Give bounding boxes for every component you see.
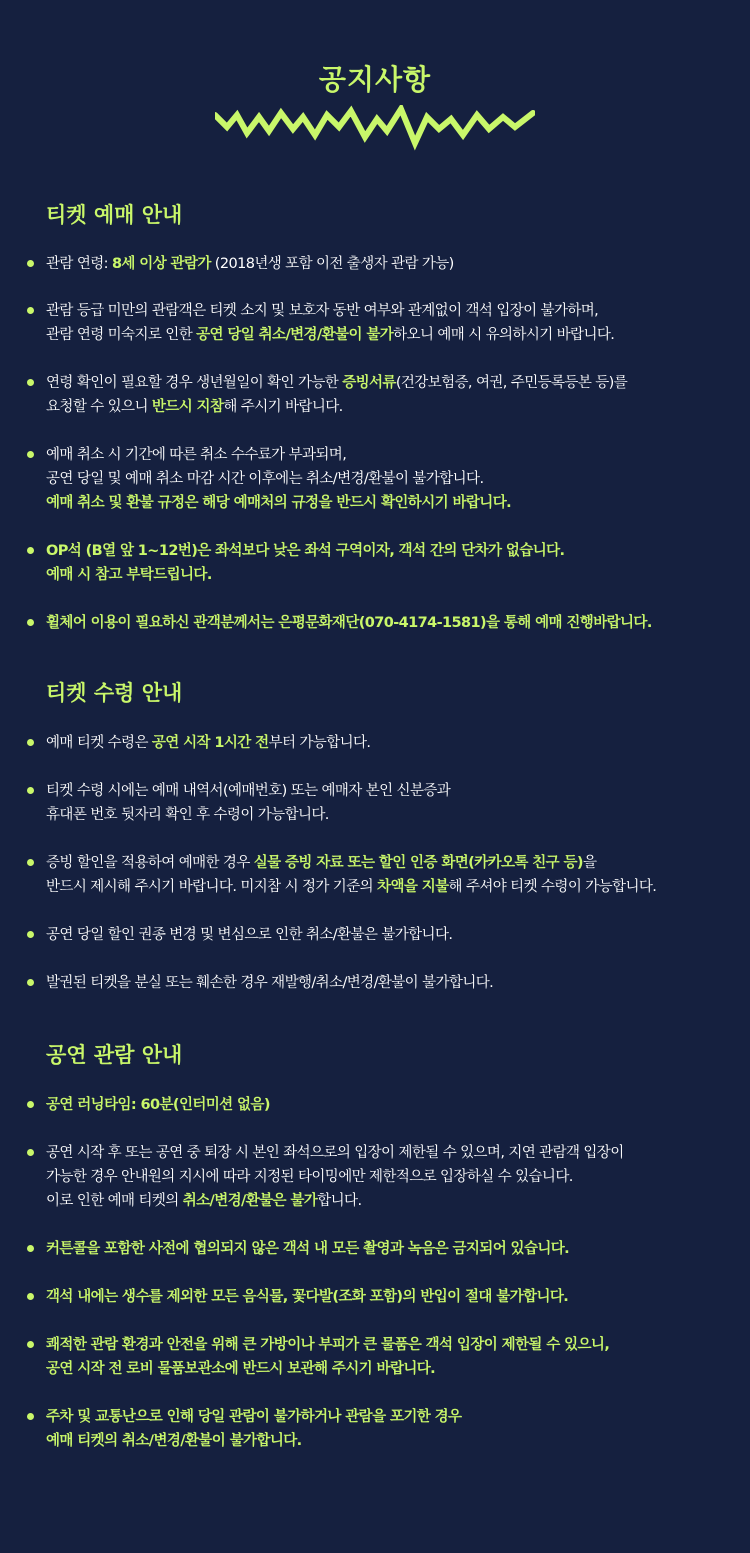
text-segment: 공연 시작 후 또는 공연 중 퇴장 시 본인 좌석으로의 입장이 제한될 수 있으며, 지연 관람객 입장이	[46, 1145, 624, 1161]
list-item	[0, 371, 750, 419]
item-line	[46, 1357, 750, 1381]
item-line	[46, 1165, 750, 1189]
bullet-icon	[27, 859, 34, 866]
item-line	[46, 731, 750, 755]
text-segment: 합니다.	[317, 1193, 362, 1209]
item-line	[46, 299, 750, 323]
item-line	[46, 252, 750, 276]
text-segment: (건강보험증, 여권, 주민등록등본 등)를	[395, 375, 628, 391]
section-title: 공연 관람 안내	[46, 1043, 183, 1067]
item-line	[46, 323, 750, 347]
text-segment: 해 주시기 바랍니다.	[223, 399, 343, 415]
section-ticket-booking	[0, 200, 750, 230]
item-line	[46, 611, 750, 635]
list-item	[0, 1141, 750, 1213]
bullet-icon	[27, 1413, 34, 1420]
section-ticket-pickup	[0, 678, 750, 708]
item-line	[46, 779, 750, 803]
zigzag-divider-icon	[215, 105, 535, 155]
text-segment: 증빙 할인을 적용하여 예매한 경우	[46, 855, 254, 871]
section-title: 티켓 수령 안내	[46, 681, 183, 705]
list-item	[0, 1285, 750, 1309]
highlighted-text: 공연 시작 전 로비 물품보관소에 반드시 보관해 주시기 바랍니다.	[46, 1361, 436, 1377]
bullet-icon	[27, 1149, 34, 1156]
item-line	[46, 539, 750, 563]
highlighted-text: 8세 이상 관람가	[111, 256, 211, 272]
bullet-icon	[27, 1101, 34, 1108]
text-segment: 요청할 수 있으니	[46, 399, 152, 415]
text-segment: 해 주셔야 티켓 수령이 가능합니다.	[448, 879, 657, 895]
item-line	[46, 1141, 750, 1165]
bullet-icon	[27, 1245, 34, 1252]
text-segment: 가능한 경우 안내원의 지시에 따라 지정된 타이밍에만 제한적으로 입장하실 수 있습니다.	[46, 1169, 573, 1185]
text-segment: 관람 등급 미만의 관람객은 티켓 소지 및 보호자 동반 여부와 관계없이 객석 입장이 불가하며,	[46, 303, 599, 319]
bullet-icon	[27, 1341, 34, 1348]
text-segment: 연령 확인이 필요할 경우 생년월일이 확인 가능한	[46, 375, 343, 391]
highlighted-text: 차액을 지불	[377, 879, 449, 895]
text-segment: 공연 당일 및 예매 취소 마감 시간 이후에는 취소/변경/환불이 불가합니다.	[46, 471, 484, 487]
text-segment: 관람 연령 미숙지로 인한	[46, 327, 197, 343]
list-item	[0, 299, 750, 347]
item-line	[46, 1189, 750, 1213]
highlighted-text: 실물 증빙 자료 또는 할인 인증 화면(카카오톡 친구 등)	[253, 855, 583, 871]
highlighted-text: 공연 러닝타임: 60분(인터미션 없음)	[46, 1097, 270, 1113]
list-item	[0, 779, 750, 827]
item-line	[46, 467, 750, 491]
bullet-icon	[27, 619, 34, 626]
text-segment: 을	[582, 855, 597, 871]
highlighted-text: 예매 취소 및 환불 규정은 해당 예매처의 규정을 반드시 확인하시기 바랍니다.	[46, 495, 512, 511]
list-item	[0, 1237, 750, 1261]
list-item	[0, 611, 750, 635]
text-segment: 하오니 예매 시 유의하시기 바랍니다.	[393, 327, 615, 343]
section-performance	[0, 1040, 750, 1070]
item-line	[46, 1237, 750, 1261]
highlighted-text: 예매 시 참고 부탁드립니다.	[46, 567, 212, 583]
bullet-icon	[27, 979, 34, 986]
list-item	[0, 1405, 750, 1453]
item-line	[46, 851, 750, 875]
item-line	[46, 395, 750, 419]
highlighted-text: 커튼콜을 포함한 사전에 협의되지 않은 객석 내 모든 촬영과 녹음은 금지되어 있습니다.	[46, 1241, 570, 1257]
text-segment: 관람 연령:	[46, 256, 112, 272]
list-item	[0, 971, 750, 995]
list-item	[0, 923, 750, 947]
highlighted-text: 취소/변경/환불은 불가	[182, 1193, 318, 1209]
highlighted-text: 공연 당일 취소/변경/환불이 불가	[196, 327, 394, 343]
highlighted-text: 객석 내에는 생수를 제외한 모든 음식물, 꽃다발(조화 포함)의 반입이 절대 불가합니다.	[46, 1289, 569, 1305]
bullet-icon	[27, 547, 34, 554]
bullet-icon	[27, 931, 34, 938]
text-segment: (2018년생 포함 이전 출생자 관람 가능)	[210, 256, 454, 272]
highlighted-text: 반드시 지참	[151, 399, 224, 415]
bullet-icon	[27, 451, 34, 458]
bullet-icon	[27, 379, 34, 386]
text-segment: 발권된 티켓을 분실 또는 훼손한 경우 재발행/취소/변경/환불이 불가합니다.	[46, 975, 494, 991]
highlighted-text: 공연 시작 1시간 전	[151, 735, 269, 751]
item-line	[46, 875, 750, 899]
list-item	[0, 851, 750, 899]
bullet-icon	[27, 1293, 34, 1300]
bullet-icon	[27, 787, 34, 794]
list-item	[0, 731, 750, 755]
item-line	[46, 1405, 750, 1429]
highlighted-text: 증빙서류	[342, 375, 396, 391]
text-segment: 부터 가능합니다.	[268, 735, 371, 751]
item-line	[46, 1429, 750, 1453]
item-line	[46, 923, 750, 947]
bullet-icon	[27, 739, 34, 746]
highlighted-text: 예매 티켓의 취소/변경/환불이 불가합니다.	[46, 1433, 302, 1449]
highlighted-text: 주차 및 교통난으로 인해 당일 관람이 불가하거나 관람을 포기한 경우	[46, 1409, 462, 1425]
text-segment: 예매 취소 시 기간에 따른 취소 수수료가 부과되며,	[46, 447, 347, 463]
item-line	[46, 803, 750, 827]
highlighted-text: 휠체어 이용이 필요하신 관객분께서는 은평문화재단(070-4174-1581)을 통해 예매 진행바랍니다.	[46, 615, 652, 631]
item-line	[46, 491, 750, 515]
text-segment: 반드시 제시해 주시기 바랍니다. 미지참 시 정가 기준의	[46, 879, 378, 895]
text-segment: 티켓 수령 시에는 예매 내역서(예매번호) 또는 예매자 본인 신분증과	[46, 783, 451, 799]
text-segment: 공연 당일 할인 권종 변경 및 변심으로 인한 취소/환불은 불가합니다.	[46, 927, 453, 943]
list-item	[0, 1093, 750, 1117]
section-title: 티켓 예매 안내	[46, 203, 183, 227]
page-title: 공지사항	[318, 63, 432, 96]
item-line	[46, 563, 750, 587]
item-line	[46, 1093, 750, 1117]
item-line	[46, 443, 750, 467]
text-segment: 이로 인한 예매 티켓의	[46, 1193, 183, 1209]
list-item	[0, 539, 750, 587]
list-item	[0, 252, 750, 276]
bullet-icon	[27, 260, 34, 267]
item-line	[46, 971, 750, 995]
highlighted-text: 쾌적한 관람 환경과 안전을 위해 큰 가방이나 부피가 큰 물품은 객석 입장이 제한될 수 있으니,	[46, 1337, 610, 1353]
text-segment: 예매 티켓 수령은	[46, 735, 152, 751]
highlighted-text: OP석 (B열 앞 1~12번)은 좌석보다 낮은 좌석 구역이자, 객석 간의 단차가 없습니다.	[46, 543, 565, 559]
bullet-icon	[27, 307, 34, 314]
list-item	[0, 443, 750, 515]
text-segment: 휴대폰 번호 뒷자리 확인 후 수령이 가능합니다.	[46, 807, 329, 823]
item-line	[46, 1333, 750, 1357]
list-item	[0, 1333, 750, 1381]
item-line	[46, 1285, 750, 1309]
item-line	[46, 371, 750, 395]
